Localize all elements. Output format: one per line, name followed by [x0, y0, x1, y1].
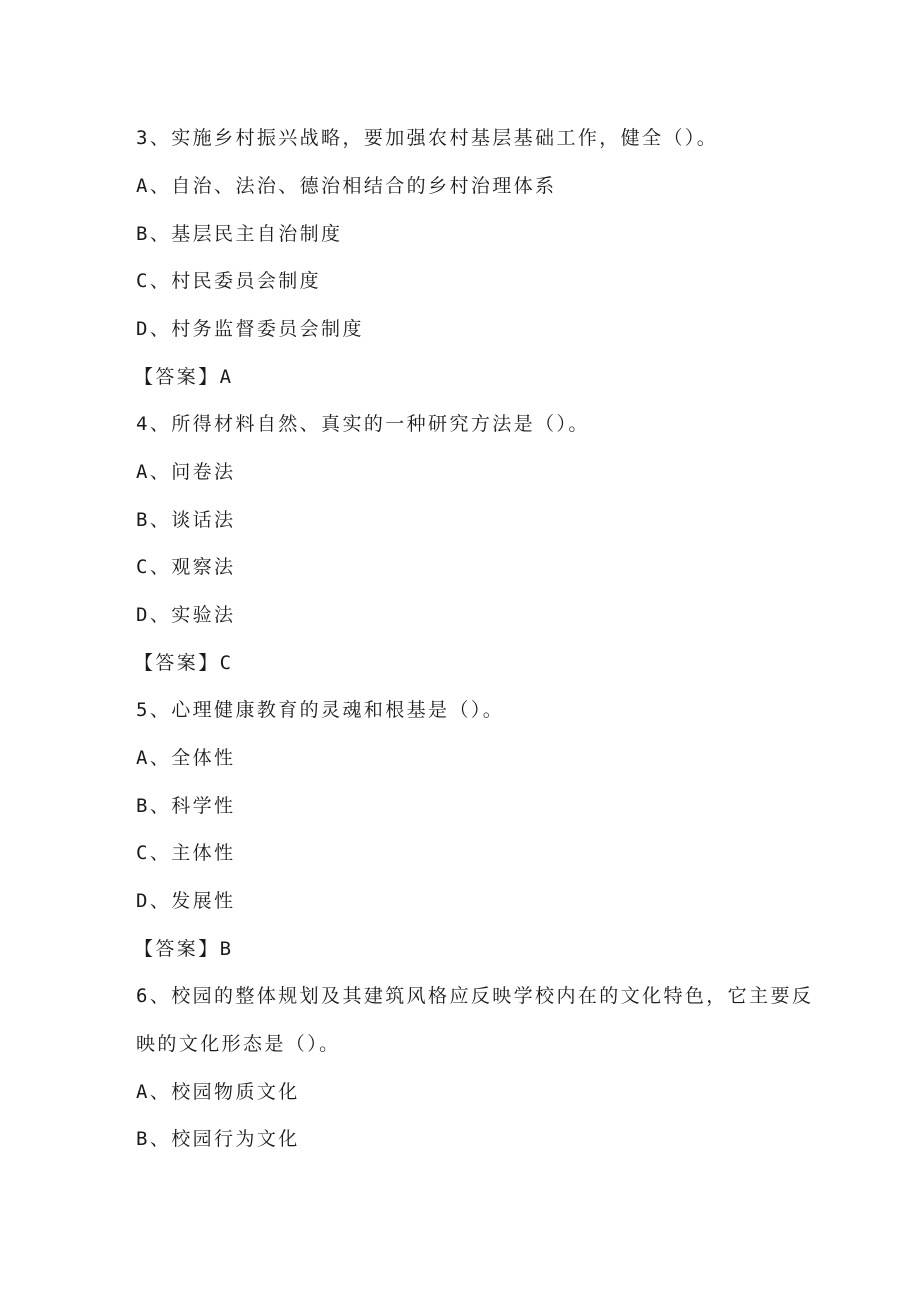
- question-3-answer: 【答案】A: [134, 366, 234, 388]
- question-4-stem: 4、所得材料自然、真实的一种研究方法是（）。: [136, 413, 590, 435]
- question-6-option-b: B、校园行为文化: [136, 1128, 300, 1150]
- question-4-option-d: D、实验法: [136, 604, 236, 626]
- question-6-stem-line-1: 6、校园的整体规划及其建筑风格应反映学校内在的文化特色，它主要反: [136, 985, 814, 1007]
- question-5-answer: 【答案】B: [134, 938, 234, 960]
- question-4-option-c: C、观察法: [136, 556, 236, 578]
- question-5-option-a: A、全体性: [136, 747, 236, 769]
- question-5-option-c: C、主体性: [136, 842, 236, 864]
- question-3-option-c: C、村民委员会制度: [136, 270, 322, 292]
- question-6-stem-line-2: 映的文化形态是（）。: [136, 1033, 341, 1055]
- question-3-stem: 3、实施乡村振兴战略，要加强农村基层基础工作，健全（）。: [136, 127, 719, 149]
- question-3-option-b: B、基层民主自治制度: [136, 223, 343, 245]
- question-4-option-b: B、谈话法: [136, 509, 236, 531]
- question-5-option-d: D、发展性: [136, 890, 236, 912]
- question-3-option-d: D、村务监督委员会制度: [136, 318, 364, 340]
- question-4-answer: 【答案】C: [134, 652, 234, 674]
- question-5-option-b: B、科学性: [136, 795, 236, 817]
- question-5-stem: 5、心理健康教育的灵魂和根基是（）。: [136, 699, 505, 721]
- question-4-option-a: A、问卷法: [136, 461, 236, 483]
- question-3-option-a: A、自治、法治、德治相结合的乡村治理体系: [136, 175, 557, 197]
- question-6-option-a: A、校园物质文化: [136, 1081, 300, 1103]
